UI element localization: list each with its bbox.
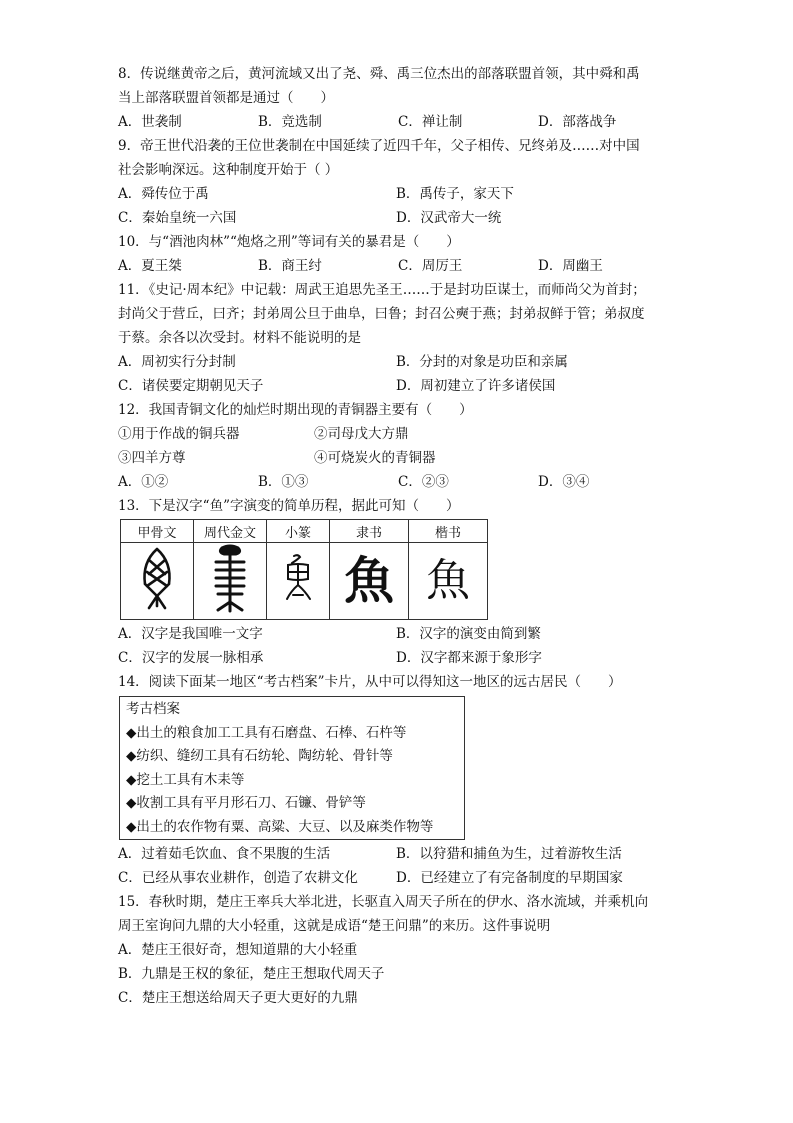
option-d[interactable]: D．周初建立了许多诸侯国 — [396, 378, 556, 394]
question-8 — [118, 62, 678, 134]
option-a[interactable]: A．楚庄王很好奇，想知道鼎的大小轻重 — [118, 942, 358, 958]
question-9 — [118, 134, 678, 230]
option-c[interactable]: C．禅让制 — [398, 114, 463, 130]
question-stem: 社会影响深远。这种制度开始于（ ） — [118, 162, 339, 178]
statement-1: ①用于作战的铜兵器 — [118, 426, 240, 442]
option-d[interactable]: D．已经建立了有完备制度的早期国家 — [396, 870, 623, 886]
question-12 — [118, 398, 678, 494]
option-a[interactable]: A．①② — [118, 474, 169, 490]
header-clerical: 隶书 — [330, 520, 409, 543]
question-stem: 9．帝王世代沿袭的王位世袭制在中国延续了近四千年，父子相传、兄终弟及……对中国 — [118, 138, 640, 154]
card-item: ◆挖土工具有木耒等 — [126, 771, 245, 788]
options-row — [118, 206, 678, 230]
small-seal-fish-glyph — [267, 543, 330, 620]
option-a[interactable]: A．夏王桀 — [118, 258, 182, 274]
question-15 — [118, 890, 678, 1010]
regular-fish-glyph: 魚 — [409, 543, 488, 620]
statement-3: ③四羊方尊 — [118, 450, 186, 466]
option-b[interactable]: B．①③ — [258, 474, 309, 490]
option-b[interactable]: B．以狩猎和捕鱼为生，过着游牧生活 — [396, 846, 622, 862]
option-b[interactable]: B．九鼎是王权的象征，楚庄王想取代周天子 — [118, 966, 385, 982]
card-item: ◆出土的农作物有粟、高粱、大豆、以及麻类作物等 — [126, 818, 434, 835]
question-10 — [118, 230, 678, 278]
option-d[interactable]: D．部落战争 — [538, 114, 617, 130]
option-d[interactable]: D．汉字都来源于象形字 — [396, 650, 542, 666]
card-item: ◆出土的粮食加工工具有石磨盘、石棒、石杵等 — [126, 724, 407, 741]
options-row — [118, 374, 678, 398]
header-small-seal: 小篆 — [267, 520, 330, 543]
header-bronze: 周代金文 — [194, 520, 267, 543]
card-item: ◆收割工具有平月形石刀、石镰、骨铲等 — [126, 795, 366, 811]
option-b[interactable]: B．汉字的演变由简到繁 — [396, 626, 541, 642]
options-row — [118, 350, 678, 374]
option-d[interactable]: D．汉武帝大一统 — [396, 210, 502, 226]
option-b[interactable]: B．分封的对象是功臣和亲属 — [396, 354, 568, 370]
options-row — [118, 182, 678, 206]
options-row — [118, 254, 678, 278]
card-title: 考古档案 — [126, 701, 180, 717]
option-b[interactable]: B．禹传子，家天下 — [396, 186, 514, 202]
option-a[interactable]: A．汉字是我国唯一文字 — [118, 626, 263, 642]
option-a[interactable]: A．过着茹毛饮血、食不果腹的生活 — [118, 846, 331, 862]
exam-page — [118, 62, 678, 1010]
options-row — [118, 622, 678, 646]
question-stem: 12．我国青铜文化的灿烂时期出现的青铜器主要有（ ） — [118, 402, 473, 418]
question-stem: 封尚父于营丘，曰齐；封弟周公旦于曲阜，曰鲁；封召公奭于燕；封弟叔鲜于管；弟叔度 — [118, 306, 645, 322]
options-row — [118, 470, 678, 494]
options-row — [118, 842, 678, 866]
character-evolution-table — [120, 519, 488, 620]
options-row — [118, 866, 678, 890]
question-stem: 15．春秋时期，楚庄王率兵大举北进，长驱直入周天子所在的伊水、洛水流域，并乘机向 — [118, 894, 649, 910]
option-c[interactable]: C．秦始皇统一六国 — [118, 210, 237, 226]
question-14 — [118, 670, 678, 890]
question-stem: 14．阅读下面某一地区“考古档案”卡片，从中可以得知这一地区的远古居民（ ） — [118, 674, 622, 690]
bronze-fish-glyph — [194, 543, 267, 620]
option-d[interactable]: D．③④ — [538, 474, 590, 490]
option-c[interactable]: C．汉字的发展一脉相承 — [118, 650, 264, 666]
header-regular: 楷书 — [409, 520, 488, 543]
statement-4: ④可烧炭火的青铜器 — [314, 450, 436, 466]
header-oracle-bone: 甲骨文 — [121, 520, 194, 543]
question-stem: 11．《史记·周本纪》中记载：周武王追思先圣王……于是封功臣谋士，而师尚父为首封； — [118, 282, 646, 298]
option-c[interactable]: C．楚庄王想送给周天子更大更好的九鼎 — [118, 990, 358, 1006]
option-a[interactable]: A．世袭制 — [118, 114, 182, 130]
option-d[interactable]: D．周幽王 — [538, 258, 603, 274]
question-11 — [118, 278, 678, 398]
question-stem: 周王室询问九鼎的大小轻重，这就是成语“楚王问鼎”的来历。这件事说明 — [118, 918, 551, 934]
option-a[interactable]: A．舜传位于禹 — [118, 186, 209, 202]
option-b[interactable]: B．竞选制 — [258, 114, 322, 130]
clerical-fish-glyph: 魚 — [330, 543, 409, 620]
statements-row — [118, 422, 678, 446]
option-a[interactable]: A．周初实行分封制 — [118, 354, 236, 370]
question-stem: 当上部落联盟首领都是通过（ ） — [118, 90, 334, 106]
archaeology-card — [119, 696, 465, 840]
question-stem: 13．下是汉字“鱼”字演变的简单历程，据此可知（ ） — [118, 498, 460, 514]
option-b[interactable]: B．商王纣 — [258, 258, 322, 274]
options-row — [118, 646, 678, 670]
statement-2: ②司母戊大方鼎 — [314, 426, 409, 442]
oracle-bone-fish-glyph — [121, 543, 194, 620]
option-c[interactable]: C．诸侯要定期朝见天子 — [118, 378, 264, 394]
question-13 — [118, 494, 678, 670]
question-stem: 8．传说继黄帝之后，黄河流域又出了尧、舜、禹三位杰出的部落联盟首领，其中舜和禹 — [118, 66, 640, 82]
options-row — [118, 110, 678, 134]
option-c[interactable]: C．周厉王 — [398, 258, 463, 274]
statements-row — [118, 446, 678, 470]
question-stem: 于蔡。余各以次受封。材料不能说明的是 — [118, 330, 361, 346]
option-c[interactable]: C．②③ — [398, 474, 449, 490]
option-c[interactable]: C．已经从事农业耕作，创造了农耕文化 — [118, 870, 358, 886]
question-stem: 10．与“酒池肉林”“炮烙之刑”等词有关的暴君是（ ） — [118, 234, 460, 250]
card-item: ◆纺织、缝纫工具有石纺轮、陶纺轮、骨针等 — [126, 748, 393, 764]
